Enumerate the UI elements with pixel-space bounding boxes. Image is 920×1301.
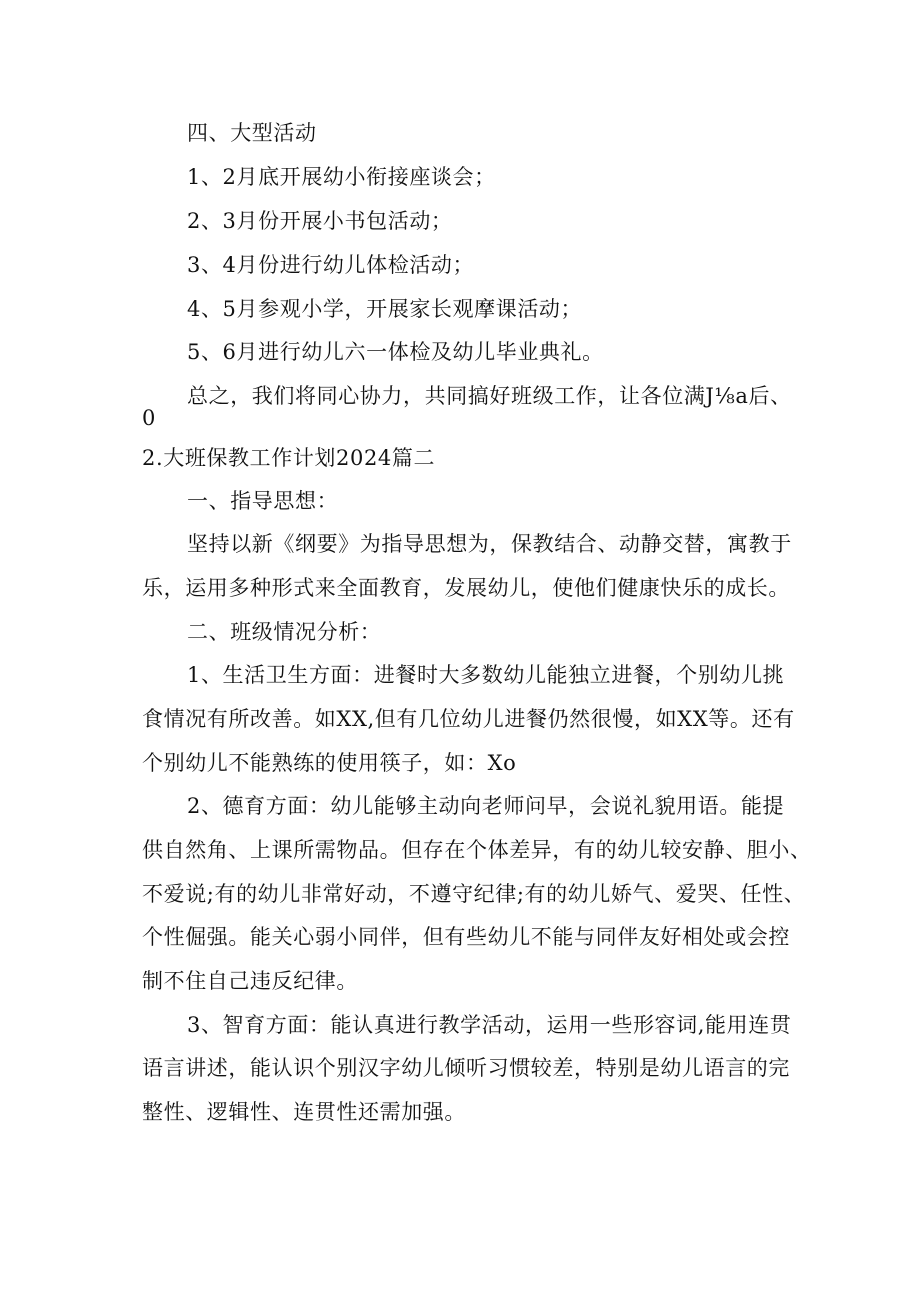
summary-line-2: 0 xyxy=(142,406,156,430)
analysis-heading: 二、班级情况分析： xyxy=(187,620,382,644)
activity-item-5: 5、6月进行幼儿六一体检及幼儿毕业典礼。 xyxy=(187,340,604,364)
activity-item-2: 2、3月份开展小书包活动； xyxy=(187,209,453,233)
intel-paragraph-line-2: 语言讲述，能认识个别汉字幼儿倾听习惯较差，特别是幼儿语言的完 xyxy=(142,1056,790,1080)
activity-item-1: 1、2月底开展幼小衔接座谈会； xyxy=(187,165,496,189)
document-title: 2.大班保教工作计划2024篇二 xyxy=(142,446,436,470)
activity-item-4: 4、5月参观小学，开展家长观摩课活动； xyxy=(187,297,583,321)
intel-paragraph-line-3: 整性、逻辑性、连贯性还需加强。 xyxy=(142,1100,466,1124)
life-paragraph-line-1: 1、生活卫生方面：进餐时大多数幼儿能独立进餐，个别幼儿挑 xyxy=(187,663,785,687)
summary-line-1: 总之，我们将同心协力，共同搞好班级工作，让各位满J⅛a后、 xyxy=(187,384,792,408)
guiding-paragraph-line-1: 坚持以新《纲要》为指导思想为，保教结合、动静交替，寓教于 xyxy=(187,532,792,556)
life-paragraph-line-3: 个别幼儿不能熟练的使用筷子，如：Xo xyxy=(142,751,517,775)
moral-paragraph-line-3: 不爱说;有的幼儿非常好动，不遵守纪律;有的幼儿娇气、爱哭、任性、 xyxy=(142,882,806,906)
intel-paragraph-line-1: 3、智育方面：能认真进行教学活动，运用一些形容词,能用连贯 xyxy=(187,1013,792,1037)
guiding-paragraph-line-2: 乐，运用多种形式来全面教育，发展幼儿，使他们健康快乐的成长。 xyxy=(142,576,790,600)
life-paragraph-line-2: 食情况有所改善。如XX,但有几位幼儿进餐仍然很慢，如XX等。还有 xyxy=(142,707,795,731)
moral-paragraph-line-2: 供自然角、上课所需物品。但存在个体差异，有的幼儿较安静、胆小、 xyxy=(142,838,812,862)
moral-paragraph-line-4: 个性倔强。能关心弱小同伴，但有些幼儿不能与同伴友好相处或会控 xyxy=(142,925,790,949)
section-heading-large-activities: 四、大型活动 xyxy=(187,121,317,145)
moral-paragraph-line-5: 制不住自己违反纪律。 xyxy=(142,969,358,993)
guiding-heading: 一、指导思想： xyxy=(187,489,339,513)
activity-item-3: 3、4月份进行幼儿体检活动； xyxy=(187,253,475,277)
moral-paragraph-line-1: 2、德育方面：幼儿能够主动向老师问早，会说礼貌用语。能提 xyxy=(187,794,785,818)
